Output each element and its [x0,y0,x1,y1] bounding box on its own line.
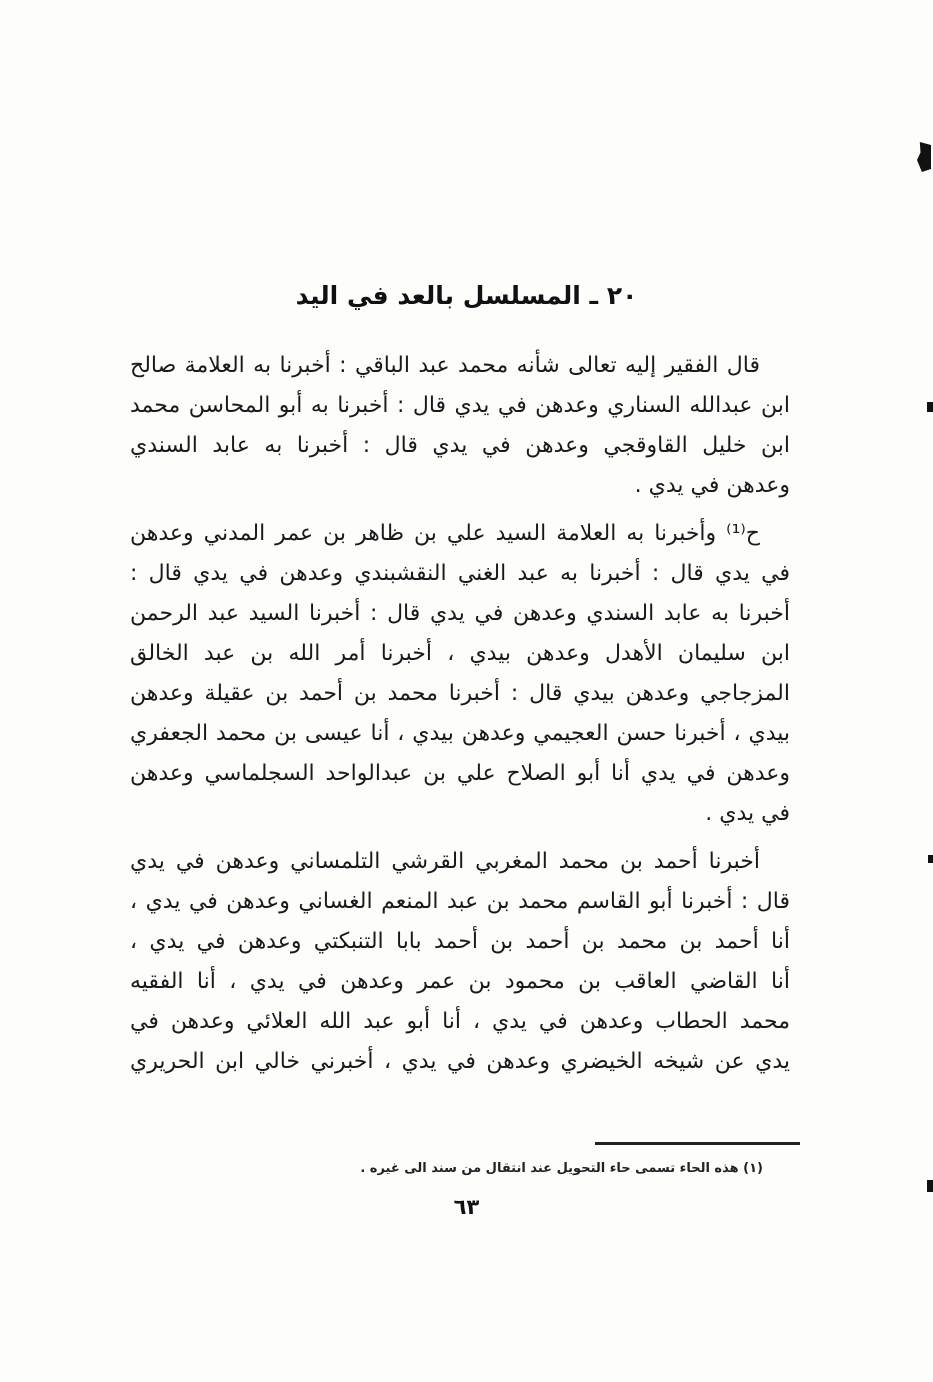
scan-edge-mark [927,402,933,412]
page-number: ٦٣ [453,1195,480,1219]
text-line: يدي عن شيخه الخيضري وعدهن في يدي ، أخبرني خالي ابن الحريري [130,1049,790,1074]
text-line: وعدهن في يدي . [634,473,790,498]
text-line: أخبرنا به عابد السندي وعدهن في يدي قال : أخبرنا السيد عبد الرحمن [130,601,790,626]
text-line: ابن خليل القاوقجي وعدهن في يدي قال : أخبرنا به عابد السندي [130,433,790,458]
text-line: المزجاجي وعدهن بيدي قال : أخبرنا محمد بن أحمد بن عقيلة وعدهن [130,681,790,706]
footnote: (١) هذه الحاء تسمى حاء التحويل عند انتقال من سند الى غيره . [360,1161,763,1176]
text-line: قال : أخبرنا أبو القاسم محمد بن عبد المنعم الغساني وعدهن في يدي ، [130,889,790,914]
footnote-divider [595,1142,800,1145]
scan-edge-mark [928,855,933,863]
text-line: وعدهن في يدي أنا أبو الصلاح علي بن عبدالواحد السجلماسي وعدهن [130,761,790,786]
body-text [130,346,790,1082]
text-line: قال الفقير إليه تعالى شأنه محمد عبد الباقي : أخبرنا به العلامة صالح [130,353,760,378]
text-line: أخبرنا أحمد بن محمد المغربي القرشي التلمساني وعدهن في يدي [130,849,760,874]
text-line: ابن عبدالله السناري وعدهن في يدي قال : أخبرنا به أبو المحاسن محمد [130,393,790,418]
text-line: ح⁽¹⁾ وأخبرنا به العلامة السيد علي بن ظاهر بن عمر المدني وعدهن [130,521,760,546]
chapter-heading: ٢٠ ـ المسلسل بالعد في اليد [295,281,638,310]
scan-edge-mark [917,142,931,172]
text-line: أنا القاضي العاقب بن محمود بن عمر وعدهن في يدي ، أنا الفقيه [130,969,790,994]
text-line: في يدي قال : أخبرنا به عبد الغني النقشبندي وعدهن في يدي قال : [130,561,790,586]
text-line: أنا أحمد بن محمد بن أحمد بن أحمد بابا التنبكتي وعدهن في يدي ، [130,929,790,954]
text-line: محمد الحطاب وعدهن في يدي ، أنا أبو عبد الله العلائي وعدهن في [130,1009,790,1034]
text-line: في يدي . [705,801,790,826]
text-line: ابن سليمان الأهدل وعدهن بيدي ، أخبرنا أمر الله بن عبد الخالق [130,641,790,666]
text-line: بيدي ، أخبرنا حسن العجيمي وعدهن بيدي ، أنا عيسى بن محمد الجعفري [130,721,790,746]
